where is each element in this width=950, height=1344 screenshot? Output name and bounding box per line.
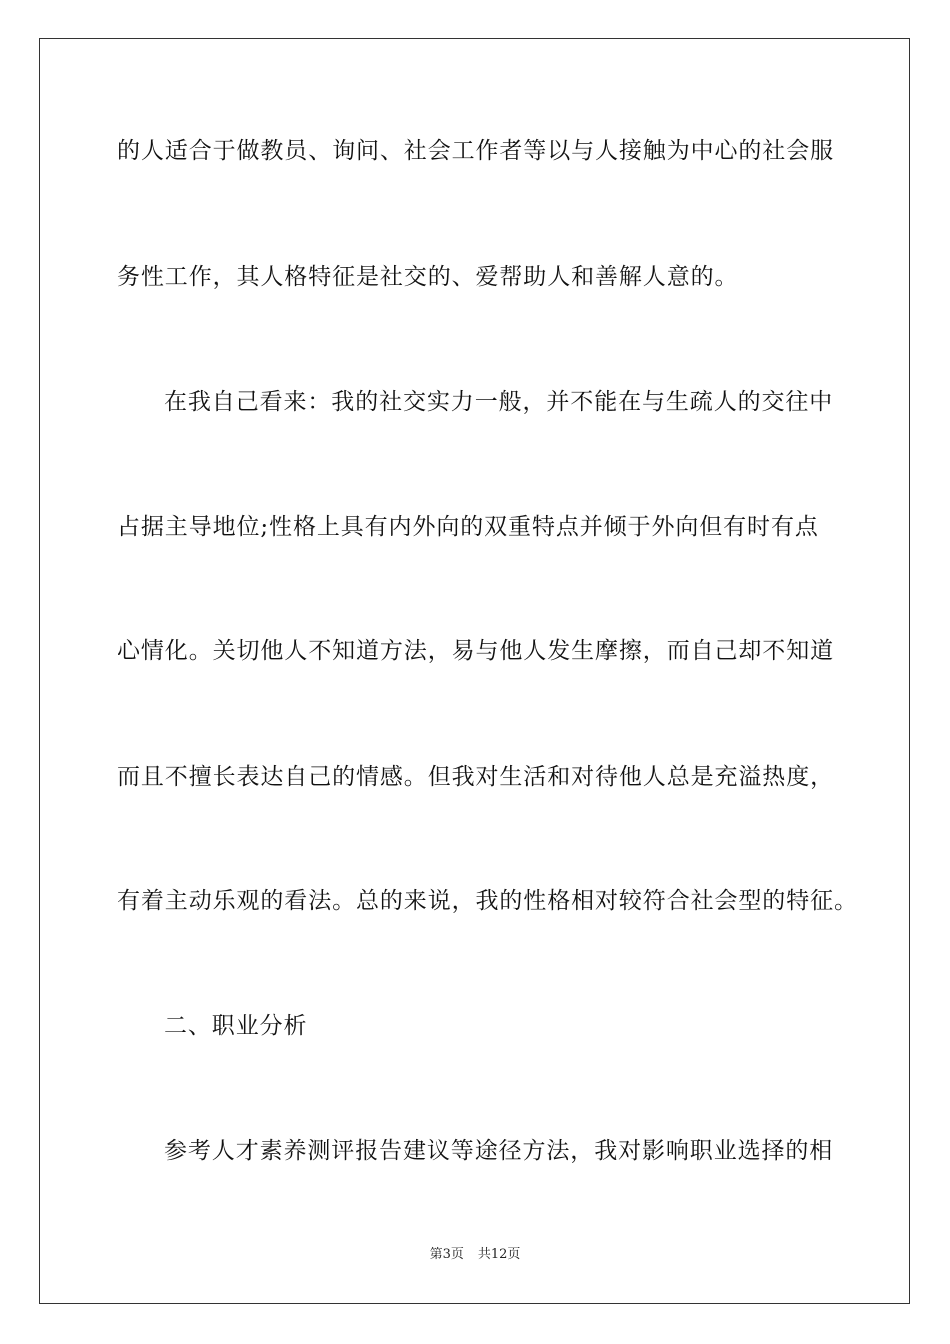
body-line-7: 有着主动乐观的看法。总的来说，我的性格相对较符合社会型的特征。 bbox=[117, 888, 858, 914]
body-line-3: 在我自己看来：我的社交实力一般，并不能在与生疏人的交往中 bbox=[164, 389, 834, 415]
page-border bbox=[39, 38, 910, 1304]
body-line-1: 的人适合于做教员、询问、社会工作者等以与人接触为中心的社会服 bbox=[117, 138, 834, 164]
body-line-5: 心情化。关切他人不知道方法，易与他人发生摩擦，而自己却不知道 bbox=[117, 638, 834, 664]
section-heading: 二、职业分析 bbox=[164, 1013, 308, 1039]
body-line-2: 务性工作，其人格特征是社交的、爱帮助人和善解人意的。 bbox=[117, 264, 739, 290]
page-footer bbox=[0, 1246, 950, 1264]
body-line-4: 占据主导地位;性格上具有内外向的双重特点并倾于外向但有时有点 bbox=[117, 514, 819, 540]
page-number: 第3页 bbox=[429, 1247, 464, 1262]
page-total: 共12页 bbox=[477, 1247, 521, 1262]
body-line-9: 参考人才素养测评报告建议等途径方法，我对影响职业选择的相 bbox=[164, 1138, 834, 1164]
body-line-6: 而且不擅长表达自己的情感。但我对生活和对待他人总是充溢热度， bbox=[117, 764, 834, 790]
